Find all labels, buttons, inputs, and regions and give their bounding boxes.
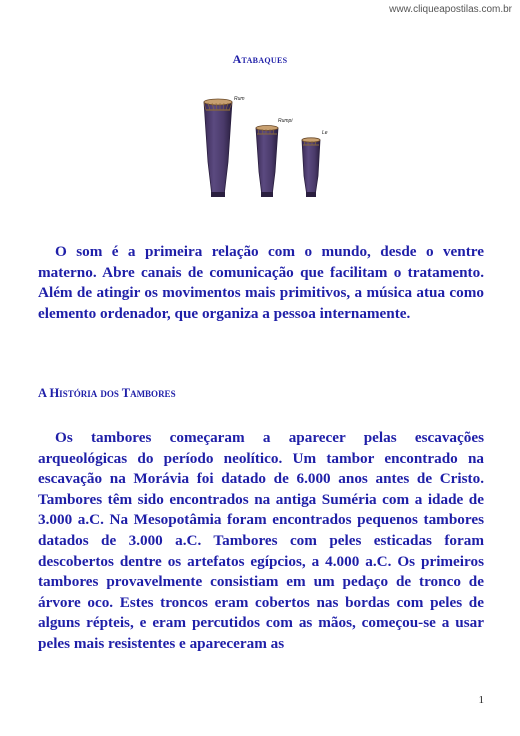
rum-label: Rum <box>234 96 245 102</box>
rumpi-label: Rumpi <box>278 118 293 124</box>
site-url: www.cliqueapostilas.com.br <box>389 4 512 15</box>
page-title: Atabaques <box>232 52 288 66</box>
atabaques-illustration <box>186 92 342 204</box>
rum-drum <box>204 99 232 197</box>
le-drum <box>302 138 320 197</box>
page-number: 1 <box>478 694 484 706</box>
drums-drawing <box>186 92 342 204</box>
rumpi-drum <box>256 126 278 198</box>
section-heading: A História dos Tambores <box>38 386 176 400</box>
history-paragraph: Os tambores começaram a aparecer pelas escavações arqueológicas do período neolítico. Um tambor encontrado na escavação na Morávia foi datado de 6.000 anos antes de Cristo. Tambores têm sido encontrados na antiga Suméria com a idade de 3.000 a.C. Na Mesopotâmia foram encontrados pequenos tambores datados de 3.000 a.C. Tambores com peles esticadas foram descobertos dentre os artefatos egípcios, a 4.000 a.C. Os primeiros tambores provavelmente consistiam em um pedaço de tronco de árvore oco. Estes troncos eram cobertos nas bordas com peles de alguns répteis, e eram percutidos com as mãos, começou-se a usar peles mais resistentes e apareceram as <box>38 429 484 652</box>
le-label: Le <box>322 130 328 136</box>
intro-paragraph: O som é a primeira relação com o mundo, desde o ventre materno. Abre canais de comunicação que facilitam o tratamento. Além de atingir os movimentos mais primitivos, a música atua como elemento ordenador, que organiza a pessoa internamente. <box>38 243 484 322</box>
